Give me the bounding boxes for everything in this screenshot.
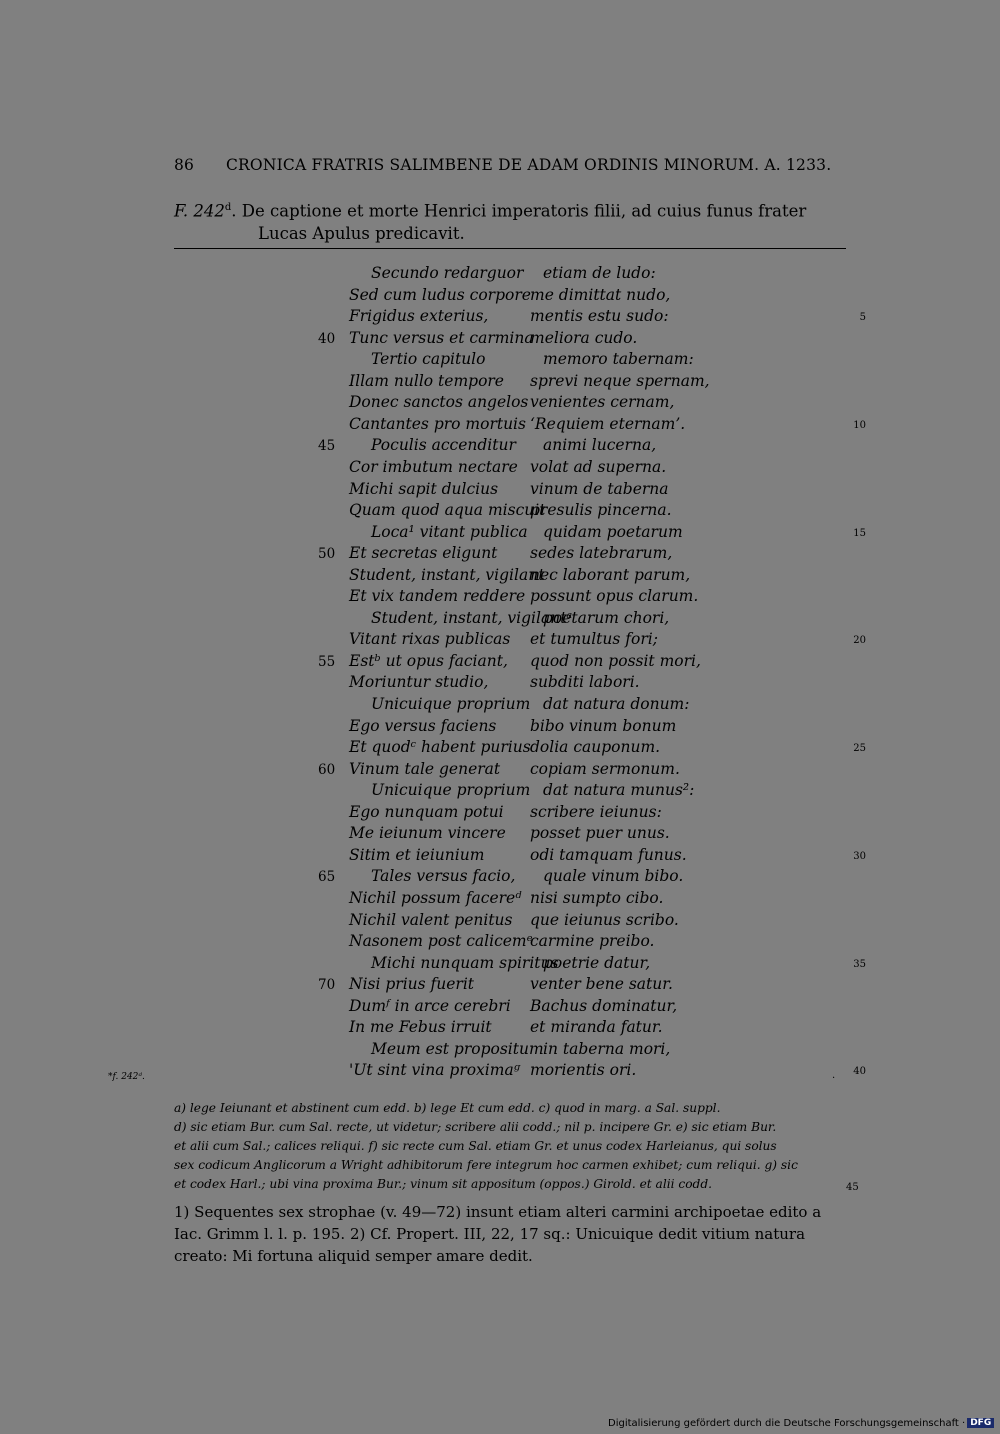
verse-first-half: Loca¹ vitant publica: [371, 522, 528, 541]
verse-line: [0, 695, 1000, 717]
verse-second-half: posset puer unus.: [530, 824, 670, 843]
verse-line: [0, 307, 1000, 329]
verse-line: [0, 738, 1000, 760]
margin-folio-note: *f. 242ᵈ.: [108, 1072, 145, 1082]
verse-line: [0, 350, 1000, 372]
verse-line: [0, 932, 1000, 954]
verse-first-half: Donec sanctos angelos: [349, 393, 529, 412]
page-line-number: 10: [853, 419, 866, 431]
verse-first-half: Unicuique proprium: [371, 695, 531, 713]
verse-first-half: Et secretas eligunt: [349, 544, 498, 563]
verse-first-half: Sitim et ieiunium: [349, 845, 485, 864]
chapter-heading: [174, 197, 846, 245]
page-line-number: 25: [853, 743, 866, 755]
verse-line: [0, 436, 1000, 458]
verse-second-half: odi tamquam funus.: [530, 845, 687, 864]
verse-line: [0, 609, 1000, 631]
verse-first-half: Tales versus facio,: [371, 867, 516, 886]
verse-second-half: meliora cudo.: [530, 328, 638, 347]
verse-first-half: Et vix tandem reddere: [349, 587, 526, 606]
verse-line: [0, 566, 1000, 588]
verse-first-half: Et quodᶜ habent purius: [349, 738, 531, 757]
verse-first-half: Sed cum ludus corpore: [349, 285, 531, 304]
verse-second-half: quale vinum bibo.: [543, 867, 684, 886]
verse-line: [0, 954, 1000, 976]
verse-first-half: Michi nunquam spiritus: [371, 953, 559, 972]
verse-line: [0, 997, 1000, 1019]
heading-rule: [174, 248, 846, 249]
verse-line: [0, 717, 1000, 739]
verse-first-half: Frigidus exterius,: [349, 307, 489, 326]
verse-first-half: Tertio capitulo: [371, 350, 486, 369]
verse-second-half: quod non possit mori,: [530, 651, 701, 670]
verse-line: [0, 544, 1000, 566]
verse-first-half: 'Ut sint vina proximaᵍ: [349, 1061, 520, 1080]
footnote-line: Iac. Grimm l. l. p. 195. 2) Cf. Propert. III, 22, 17 sq.: Unicuique dedit vitium natura: [174, 1225, 806, 1243]
running-title: CRONICA FRATRIS SALIMBENE DE ADAM ORDINIS MINORUM. A. 1233.: [226, 156, 832, 174]
verse-first-half: Meum est propositum: [371, 1039, 544, 1058]
verse-second-half: morientis ori.: [530, 1061, 637, 1080]
page-line-number: 30: [853, 850, 866, 862]
verse-first-half: Me ieiunum vincere: [349, 824, 506, 843]
verse-second-half: nisi sumpto cibo.: [530, 888, 664, 907]
verse-first-half: Ego versus faciens: [349, 716, 497, 735]
verse-second-half: Bachus dominatur,: [530, 996, 678, 1015]
verse-number: 70: [318, 977, 336, 994]
verse-line: [0, 911, 1000, 933]
verse-second-half: subditi labori.: [530, 673, 640, 692]
verse-first-half: Student, instant, vigilant: [349, 565, 545, 584]
verse-first-half: Tunc versus et carmina: [349, 328, 534, 347]
critical-apparatus: [174, 1099, 859, 1194]
verse-first-half: Quam quod aqua miscuit: [349, 501, 546, 520]
verse-line: [0, 824, 1000, 846]
digitization-credit: [608, 1418, 994, 1429]
verse-first-half: Secundo redarguor: [371, 264, 524, 282]
verse-second-half: nec laborant parum,: [530, 565, 691, 584]
credit-text: Digitalisierung gefördert durch die Deutsche Forschungsgemeinschaft ·: [608, 1418, 966, 1429]
verse-second-half: carmine preibo.: [530, 932, 655, 951]
verse-first-half: Illam nullo tempore: [349, 371, 504, 390]
verse-line: [0, 372, 1000, 394]
verse-line: [0, 480, 1000, 502]
verse-second-half: ‘Requiem eternam’.: [530, 414, 686, 433]
verse-line: [0, 673, 1000, 695]
verse-second-half: et tumultus fori;: [530, 630, 658, 649]
verse-second-half: scribere ieiunus:: [530, 802, 662, 821]
verse-first-half: Vinum tale generat: [349, 759, 501, 778]
verse-first-half: Nichil valent penitus: [349, 910, 513, 929]
verse-first-half: Nisi prius fuerit: [349, 975, 474, 994]
verse-line: [0, 781, 1000, 803]
dfg-logo: DFG: [967, 1418, 994, 1428]
verse-number: 45: [318, 438, 336, 455]
verse-first-half: Poculis accenditur: [371, 436, 516, 455]
verse-line: [0, 286, 1000, 308]
verse-line: [0, 264, 1000, 286]
verse-line: [0, 652, 1000, 674]
page-line-number: 40: [853, 1066, 866, 1078]
apparatus-line: d) sic etiam Bur. cum Sal. recte, ut videtur; scribere alii codd.; nil p. incipere Gr. e) sic etiam Bur.: [174, 1120, 777, 1134]
verse-second-half: sedes latebrarum,: [530, 544, 673, 563]
verse-second-half: mentis estu sudo:: [530, 307, 669, 326]
verse-second-half: memoro tabernam:: [543, 350, 694, 369]
page-line-number: 15: [853, 527, 866, 539]
verse-second-half: poetrie datur,: [543, 953, 651, 972]
apparatus-line: a) lege Ieiunant et abstinent cum edd. b) lege Et cum edd. c) quod in marg. a Sal. suppl.: [174, 1101, 721, 1115]
verse-second-half: dat natura munus²:: [543, 781, 695, 800]
verse-second-half: et miranda fatur.: [530, 1018, 663, 1037]
verse-line: [0, 1018, 1000, 1040]
verse-second-half: poetarum chori,: [543, 608, 670, 627]
verse-second-half: que ieiunus scribo.: [530, 910, 679, 929]
apparatus-line: et alii cum Sal.; calices reliqui. f) sic recte cum Sal. etiam Gr. et unus codex Harleianus, qui solus: [174, 1139, 777, 1153]
verse-second-half: animi lucerna,: [543, 436, 657, 455]
folio-superscript: d: [224, 202, 232, 213]
verse-second-half: etiam de ludo:: [543, 264, 656, 282]
verse-first-half: Michi sapit dulcius: [349, 479, 499, 498]
verse-line: [0, 393, 1000, 415]
verse-second-half: quidam poetarum: [543, 522, 683, 541]
verse-second-half: venter bene satur.: [530, 975, 673, 994]
verse-second-half: presulis pincerna.: [530, 501, 672, 520]
page-line-number: 20: [853, 635, 866, 647]
verse-second-half: in taberna mori,: [543, 1039, 671, 1058]
footnote-line: 1) Sequentes sex strophae (v. 49—72) insunt etiam alteri carmini archipoetae edito a: [174, 1203, 822, 1221]
verse-second-half: me dimittat nudo,: [530, 285, 671, 304]
verse-number: 65: [318, 869, 336, 886]
apparatus-line-number: 45: [846, 1182, 859, 1193]
page-line-number: 35: [853, 958, 866, 970]
verse-second-half: possunt opus clarum.: [530, 587, 699, 606]
footnotes: [174, 1201, 846, 1267]
verse-first-half: Cor imbutum nectare: [349, 457, 518, 476]
verse-line: [0, 630, 1000, 652]
verse-second-half: copiam sermonum.: [530, 759, 680, 778]
verse-second-half: dolia cauponum.: [530, 738, 661, 757]
apparatus-line: sex codicum Anglicorum a Wright adhibitorum fere integrum hoc carmen exhibet; cum reliqui. g) sic: [174, 1158, 798, 1172]
verse-line: [0, 415, 1000, 437]
verse-line: [0, 846, 1000, 868]
verse-second-half: dat natura donum:: [543, 695, 690, 713]
page-line-number: 5: [859, 312, 866, 324]
verse-first-half: Nichil possum facereᵈ: [349, 888, 522, 907]
verse-line: [0, 975, 1000, 997]
verse-first-half: Estᵇ ut opus faciant,: [349, 651, 508, 670]
verse-second-half: volat ad superna.: [530, 457, 667, 476]
footnote-line: creato: Mi fortuna aliquid semper amare dedit.: [174, 1247, 533, 1265]
margin-dot: .: [832, 1070, 836, 1081]
verse-first-half: Ego nunquam potui: [349, 802, 504, 821]
verse-line: [0, 1061, 1000, 1083]
verse-line: [0, 760, 1000, 782]
verse-first-half: Cantantes pro mortuis: [349, 414, 526, 433]
verse-line: [0, 458, 1000, 480]
verse-line: [0, 1040, 1000, 1062]
verse-line: [0, 329, 1000, 351]
verse-second-half: bibo vinum bonum: [530, 716, 677, 735]
verse-first-half: Moriuntur studio,: [349, 673, 489, 692]
verse-line: [0, 501, 1000, 523]
verse-line: [0, 803, 1000, 825]
verse-line: [0, 867, 1000, 889]
apparatus-line: et codex Harl.; ubi vina proxima Bur.; vinum sit appositum (oppos.) Girold. et alii codd.: [174, 1177, 713, 1191]
chapter-title-line1: . De captione et morte Henrici imperatoris filii, ad cuius funus frater: [231, 201, 807, 221]
verse-number: 50: [318, 546, 336, 563]
verse-line: [0, 523, 1000, 545]
verse-second-half: vinum de taberna: [530, 479, 669, 498]
page-number: 86: [174, 156, 195, 174]
verse-first-half: Vitant rixas publicas: [349, 630, 511, 649]
chapter-title-line2: Lucas Apulus predicavit.: [258, 223, 465, 243]
running-header: [174, 156, 846, 174]
verse-line: [0, 587, 1000, 609]
verse-first-half: In me Febus irruit: [349, 1018, 492, 1037]
verse-first-half: Student, instant, vigilantᵃ: [371, 608, 573, 627]
verse-first-half: Nasonem post calicemᵉ: [349, 932, 533, 951]
verse-first-half: Unicuique proprium: [371, 781, 531, 800]
verse-second-half: sprevi neque spernam,: [530, 371, 710, 390]
verse-number: 55: [318, 653, 336, 670]
verse-first-half: Dumᶠ in arce cerebri: [349, 996, 511, 1015]
verse-second-half: venientes cernam,: [530, 393, 675, 412]
folio-reference: F. 242: [174, 201, 225, 221]
verse-number: 40: [318, 330, 336, 347]
verse-number: 60: [318, 761, 336, 778]
verse-line: [0, 889, 1000, 911]
